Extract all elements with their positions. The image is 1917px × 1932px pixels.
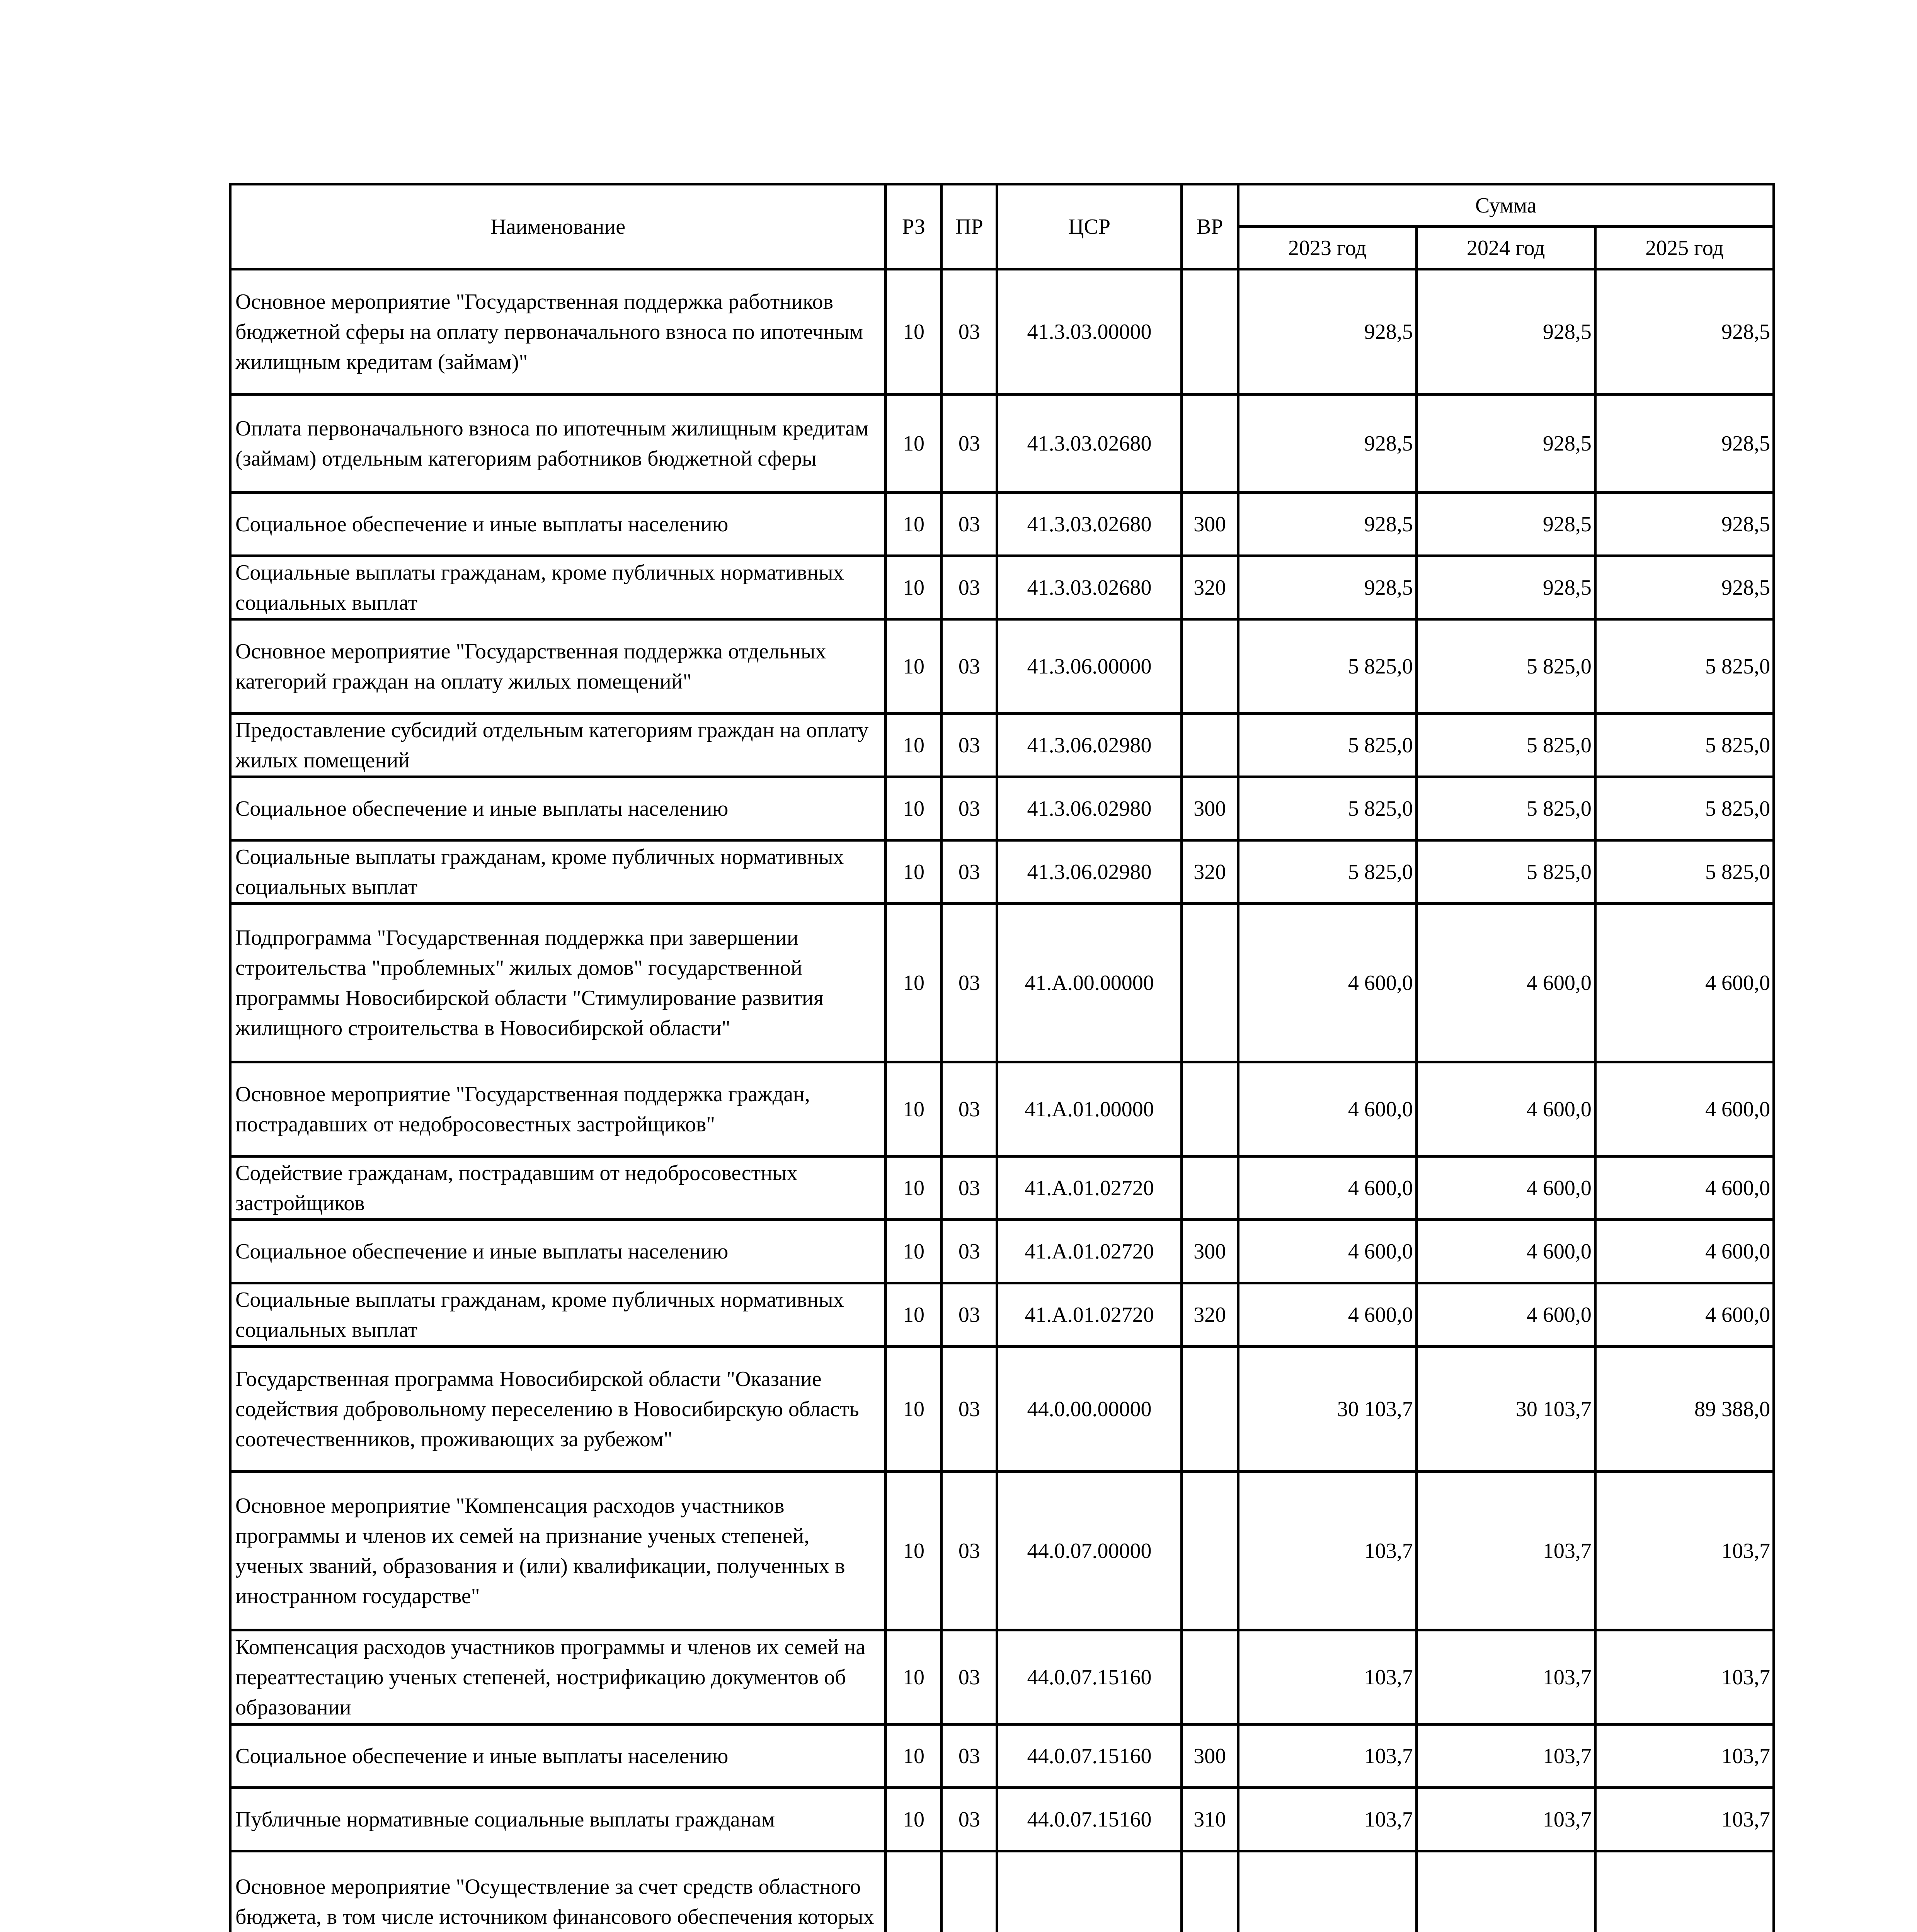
cell-sum-2023: 5 825,0 <box>1238 840 1416 904</box>
cell-pr: 03 <box>941 777 997 840</box>
cell-sum-2023: 928,5 <box>1238 493 1416 556</box>
table-row <box>230 904 1774 1062</box>
cell-csr <box>997 1851 1182 1932</box>
table-row <box>230 714 1774 777</box>
cell-rz <box>886 1851 941 1932</box>
cell-pr: 03 <box>941 1630 997 1725</box>
cell-sum-2023: 103,7 <box>1238 1472 1416 1630</box>
cell-sum-2025: 928,5 <box>1595 269 1774 395</box>
cell-sum-2025: 928,5 <box>1595 395 1774 493</box>
cell-rz: 10 <box>886 1156 941 1220</box>
cell-vr <box>1182 1347 1238 1472</box>
cell-csr: 41.3.06.02980 <box>997 777 1182 840</box>
cell-name: Содействие гражданам, пострадавшим от недобросовестных застройщиков <box>230 1156 886 1220</box>
cell-rz: 10 <box>886 493 941 556</box>
cell-vr: 310 <box>1182 1788 1238 1851</box>
cell-pr: 03 <box>941 1220 997 1283</box>
cell-name: Социальное обеспечение и иные выплаты населению <box>230 1220 886 1283</box>
cell-name: Основное мероприятие "Государственная поддержка граждан, пострадавших от недобросовестных застройщиков" <box>230 1062 886 1156</box>
cell-sum-2025: 5 825,0 <box>1595 619 1774 714</box>
cell-pr: 03 <box>941 904 997 1062</box>
cell-sum-2023: 5 825,0 <box>1238 777 1416 840</box>
cell-sum-2024: 30 103,7 <box>1416 1347 1595 1472</box>
cell-name: Основное мероприятие "Компенсация расходов участников программы и членов их семей на признание ученых степеней, ученых званий, образования и (или) квалификации, полученных в иностранном государстве" <box>230 1472 886 1630</box>
cell-csr: 44.0.07.15160 <box>997 1725 1182 1788</box>
cell-name: Социальное обеспечение и иные выплаты населению <box>230 1725 886 1788</box>
cell-rz: 10 <box>886 395 941 493</box>
cell-sum-2025: 103,7 <box>1595 1630 1774 1725</box>
table-row <box>230 269 1774 395</box>
table-row <box>230 840 1774 904</box>
cell-csr: 44.0.00.00000 <box>997 1347 1182 1472</box>
cell-rz: 10 <box>886 1347 941 1472</box>
header-year-2023: 2023 год <box>1238 227 1416 269</box>
cell-sum-2023: 4 600,0 <box>1238 1062 1416 1156</box>
cell-csr: 44.0.07.00000 <box>997 1472 1182 1630</box>
cell-sum-2023: 928,5 <box>1238 395 1416 493</box>
header-sum: Сумма <box>1238 184 1774 227</box>
table-row <box>230 1347 1774 1472</box>
cell-sum-2023: 30 103,7 <box>1238 1347 1416 1472</box>
cell-name: Основное мероприятие "Осуществление за счет средств областного бюджета, в том числе источником финансового обеспечения которых <box>230 1851 886 1932</box>
table-row <box>230 1725 1774 1788</box>
cell-sum-2024: 928,5 <box>1416 269 1595 395</box>
cell-sum-2025 <box>1595 1851 1774 1932</box>
cell-sum-2024: 4 600,0 <box>1416 1062 1595 1156</box>
cell-csr: 41.3.03.02680 <box>997 493 1182 556</box>
cell-rz: 10 <box>886 1472 941 1630</box>
cell-sum-2024: 928,5 <box>1416 556 1595 619</box>
cell-sum-2025: 5 825,0 <box>1595 777 1774 840</box>
header-pr: ПР <box>941 184 997 269</box>
cell-sum-2023: 4 600,0 <box>1238 904 1416 1062</box>
table-body <box>230 269 1774 1932</box>
cell-csr: 41.А.01.02720 <box>997 1156 1182 1220</box>
cell-name: Основное мероприятие "Государственная поддержка отдельных категорий граждан на оплату жилых помещений" <box>230 619 886 714</box>
cell-sum-2024: 928,5 <box>1416 493 1595 556</box>
cell-sum-2024: 5 825,0 <box>1416 714 1595 777</box>
cell-sum-2023: 4 600,0 <box>1238 1283 1416 1347</box>
cell-rz: 10 <box>886 714 941 777</box>
cell-vr <box>1182 269 1238 395</box>
cell-sum-2024: 103,7 <box>1416 1472 1595 1630</box>
table-row <box>230 1283 1774 1347</box>
cell-csr: 41.3.06.02980 <box>997 840 1182 904</box>
cell-rz: 10 <box>886 269 941 395</box>
cell-name: Социальные выплаты гражданам, кроме публичных нормативных социальных выплат <box>230 556 886 619</box>
table-row <box>230 1156 1774 1220</box>
cell-vr <box>1182 1851 1238 1932</box>
cell-sum-2025: 103,7 <box>1595 1788 1774 1851</box>
cell-sum-2025: 928,5 <box>1595 556 1774 619</box>
budget-table <box>229 183 1775 1932</box>
table-row <box>230 1851 1774 1932</box>
cell-sum-2024: 4 600,0 <box>1416 1156 1595 1220</box>
cell-rz: 10 <box>886 777 941 840</box>
cell-vr: 300 <box>1182 493 1238 556</box>
cell-sum-2024: 5 825,0 <box>1416 619 1595 714</box>
cell-sum-2023: 5 825,0 <box>1238 714 1416 777</box>
cell-pr: 03 <box>941 619 997 714</box>
table-row <box>230 1630 1774 1725</box>
cell-sum-2025: 4 600,0 <box>1595 904 1774 1062</box>
table-row <box>230 619 1774 714</box>
cell-pr <box>941 1851 997 1932</box>
cell-vr: 300 <box>1182 1220 1238 1283</box>
cell-sum-2023: 103,7 <box>1238 1630 1416 1725</box>
cell-pr: 03 <box>941 556 997 619</box>
cell-pr: 03 <box>941 840 997 904</box>
cell-csr: 41.3.06.02980 <box>997 714 1182 777</box>
cell-name: Основное мероприятие "Государственная поддержка работников бюджетной сферы на оплату первоначального взноса по ипотечным жилищным кредитам (займам)" <box>230 269 886 395</box>
cell-csr: 41.А.01.02720 <box>997 1220 1182 1283</box>
cell-name: Социальное обеспечение и иные выплаты населению <box>230 493 886 556</box>
cell-rz: 10 <box>886 1630 941 1725</box>
cell-sum-2024: 103,7 <box>1416 1630 1595 1725</box>
header-vr: ВР <box>1182 184 1238 269</box>
cell-vr <box>1182 714 1238 777</box>
cell-sum-2024: 928,5 <box>1416 395 1595 493</box>
cell-rz: 10 <box>886 1062 941 1156</box>
cell-sum-2024: 5 825,0 <box>1416 777 1595 840</box>
cell-vr <box>1182 619 1238 714</box>
cell-pr: 03 <box>941 395 997 493</box>
cell-csr: 41.3.06.00000 <box>997 619 1182 714</box>
cell-name: Предоставление субсидий отдельным категориям граждан на оплату жилых помещений <box>230 714 886 777</box>
cell-rz: 10 <box>886 1725 941 1788</box>
cell-vr <box>1182 1062 1238 1156</box>
cell-rz: 10 <box>886 840 941 904</box>
cell-sum-2025: 4 600,0 <box>1595 1283 1774 1347</box>
cell-csr: 41.3.03.02680 <box>997 395 1182 493</box>
cell-sum-2025: 103,7 <box>1595 1725 1774 1788</box>
cell-sum-2023: 928,5 <box>1238 269 1416 395</box>
cell-csr: 41.3.03.02680 <box>997 556 1182 619</box>
cell-csr: 44.0.07.15160 <box>997 1788 1182 1851</box>
cell-rz: 10 <box>886 556 941 619</box>
cell-sum-2024: 4 600,0 <box>1416 904 1595 1062</box>
table-row <box>230 1220 1774 1283</box>
cell-sum-2023: 4 600,0 <box>1238 1220 1416 1283</box>
cell-csr: 41.3.03.00000 <box>997 269 1182 395</box>
table-row <box>230 493 1774 556</box>
cell-sum-2025: 5 825,0 <box>1595 714 1774 777</box>
cell-name: Социальные выплаты гражданам, кроме публичных нормативных социальных выплат <box>230 840 886 904</box>
header-name: Наименование <box>230 184 886 269</box>
table-row <box>230 777 1774 840</box>
cell-sum-2024: 4 600,0 <box>1416 1283 1595 1347</box>
header-year-2024: 2024 год <box>1416 227 1595 269</box>
cell-pr: 03 <box>941 1156 997 1220</box>
cell-vr <box>1182 1472 1238 1630</box>
cell-name: Социальные выплаты гражданам, кроме публичных нормативных социальных выплат <box>230 1283 886 1347</box>
cell-sum-2025: 928,5 <box>1595 493 1774 556</box>
table-row <box>230 1788 1774 1851</box>
table-row <box>230 395 1774 493</box>
cell-pr: 03 <box>941 1725 997 1788</box>
cell-sum-2025: 4 600,0 <box>1595 1062 1774 1156</box>
cell-sum-2023: 103,7 <box>1238 1788 1416 1851</box>
cell-name: Оплата первоначального взноса по ипотечным жилищным кредитам (займам) отдельным категориям работников бюджетной сферы <box>230 395 886 493</box>
cell-csr: 41.А.00.00000 <box>997 904 1182 1062</box>
cell-sum-2024: 103,7 <box>1416 1725 1595 1788</box>
cell-vr: 300 <box>1182 1725 1238 1788</box>
cell-sum-2023: 4 600,0 <box>1238 1156 1416 1220</box>
cell-sum-2025: 4 600,0 <box>1595 1156 1774 1220</box>
cell-sum-2024: 103,7 <box>1416 1788 1595 1851</box>
cell-name: Социальное обеспечение и иные выплаты населению <box>230 777 886 840</box>
cell-sum-2025: 89 388,0 <box>1595 1347 1774 1472</box>
cell-vr <box>1182 1630 1238 1725</box>
table-row <box>230 556 1774 619</box>
cell-vr: 320 <box>1182 1283 1238 1347</box>
cell-name: Подпрограмма "Государственная поддержка при завершении строительства "проблемных" жилых домов" государственной программы Новосибирской области "Стимулирование развития жилищного строительства в Новосибирской области" <box>230 904 886 1062</box>
cell-name: Компенсация расходов участников программы и членов их семей на переаттестацию ученых степеней, нострификацию документов об образовании <box>230 1630 886 1725</box>
cell-vr: 300 <box>1182 777 1238 840</box>
cell-name: Публичные нормативные социальные выплаты гражданам <box>230 1788 886 1851</box>
cell-pr: 03 <box>941 269 997 395</box>
cell-sum-2024 <box>1416 1851 1595 1932</box>
cell-pr: 03 <box>941 1347 997 1472</box>
cell-sum-2024: 5 825,0 <box>1416 840 1595 904</box>
cell-sum-2023: 928,5 <box>1238 556 1416 619</box>
cell-sum-2025: 5 825,0 <box>1595 840 1774 904</box>
cell-rz: 10 <box>886 1788 941 1851</box>
cell-vr <box>1182 1156 1238 1220</box>
cell-rz: 10 <box>886 1220 941 1283</box>
cell-vr: 320 <box>1182 556 1238 619</box>
cell-name: Государственная программа Новосибирской области "Оказание содействия добровольному переселению в Новосибирскую область соотечественников, проживающих за рубежом" <box>230 1347 886 1472</box>
cell-vr <box>1182 904 1238 1062</box>
table-row <box>230 1062 1774 1156</box>
cell-pr: 03 <box>941 714 997 777</box>
cell-sum-2024: 4 600,0 <box>1416 1220 1595 1283</box>
cell-rz: 10 <box>886 619 941 714</box>
cell-sum-2025: 4 600,0 <box>1595 1220 1774 1283</box>
cell-sum-2023: 5 825,0 <box>1238 619 1416 714</box>
cell-csr: 41.А.01.02720 <box>997 1283 1182 1347</box>
cell-csr: 44.0.07.15160 <box>997 1630 1182 1725</box>
cell-rz: 10 <box>886 904 941 1062</box>
table-row <box>230 1472 1774 1630</box>
cell-csr: 41.А.01.00000 <box>997 1062 1182 1156</box>
cell-sum-2025: 103,7 <box>1595 1472 1774 1630</box>
cell-pr: 03 <box>941 1788 997 1851</box>
header-csr: ЦСР <box>997 184 1182 269</box>
cell-pr: 03 <box>941 1283 997 1347</box>
cell-vr: 320 <box>1182 840 1238 904</box>
cell-pr: 03 <box>941 1062 997 1156</box>
header-rz: РЗ <box>886 184 941 269</box>
cell-sum-2023 <box>1238 1851 1416 1932</box>
cell-rz: 10 <box>886 1283 941 1347</box>
cell-vr <box>1182 395 1238 493</box>
cell-pr: 03 <box>941 493 997 556</box>
cell-sum-2023: 103,7 <box>1238 1725 1416 1788</box>
header-year-2025: 2025 год <box>1595 227 1774 269</box>
cell-pr: 03 <box>941 1472 997 1630</box>
table-header <box>230 184 1774 269</box>
